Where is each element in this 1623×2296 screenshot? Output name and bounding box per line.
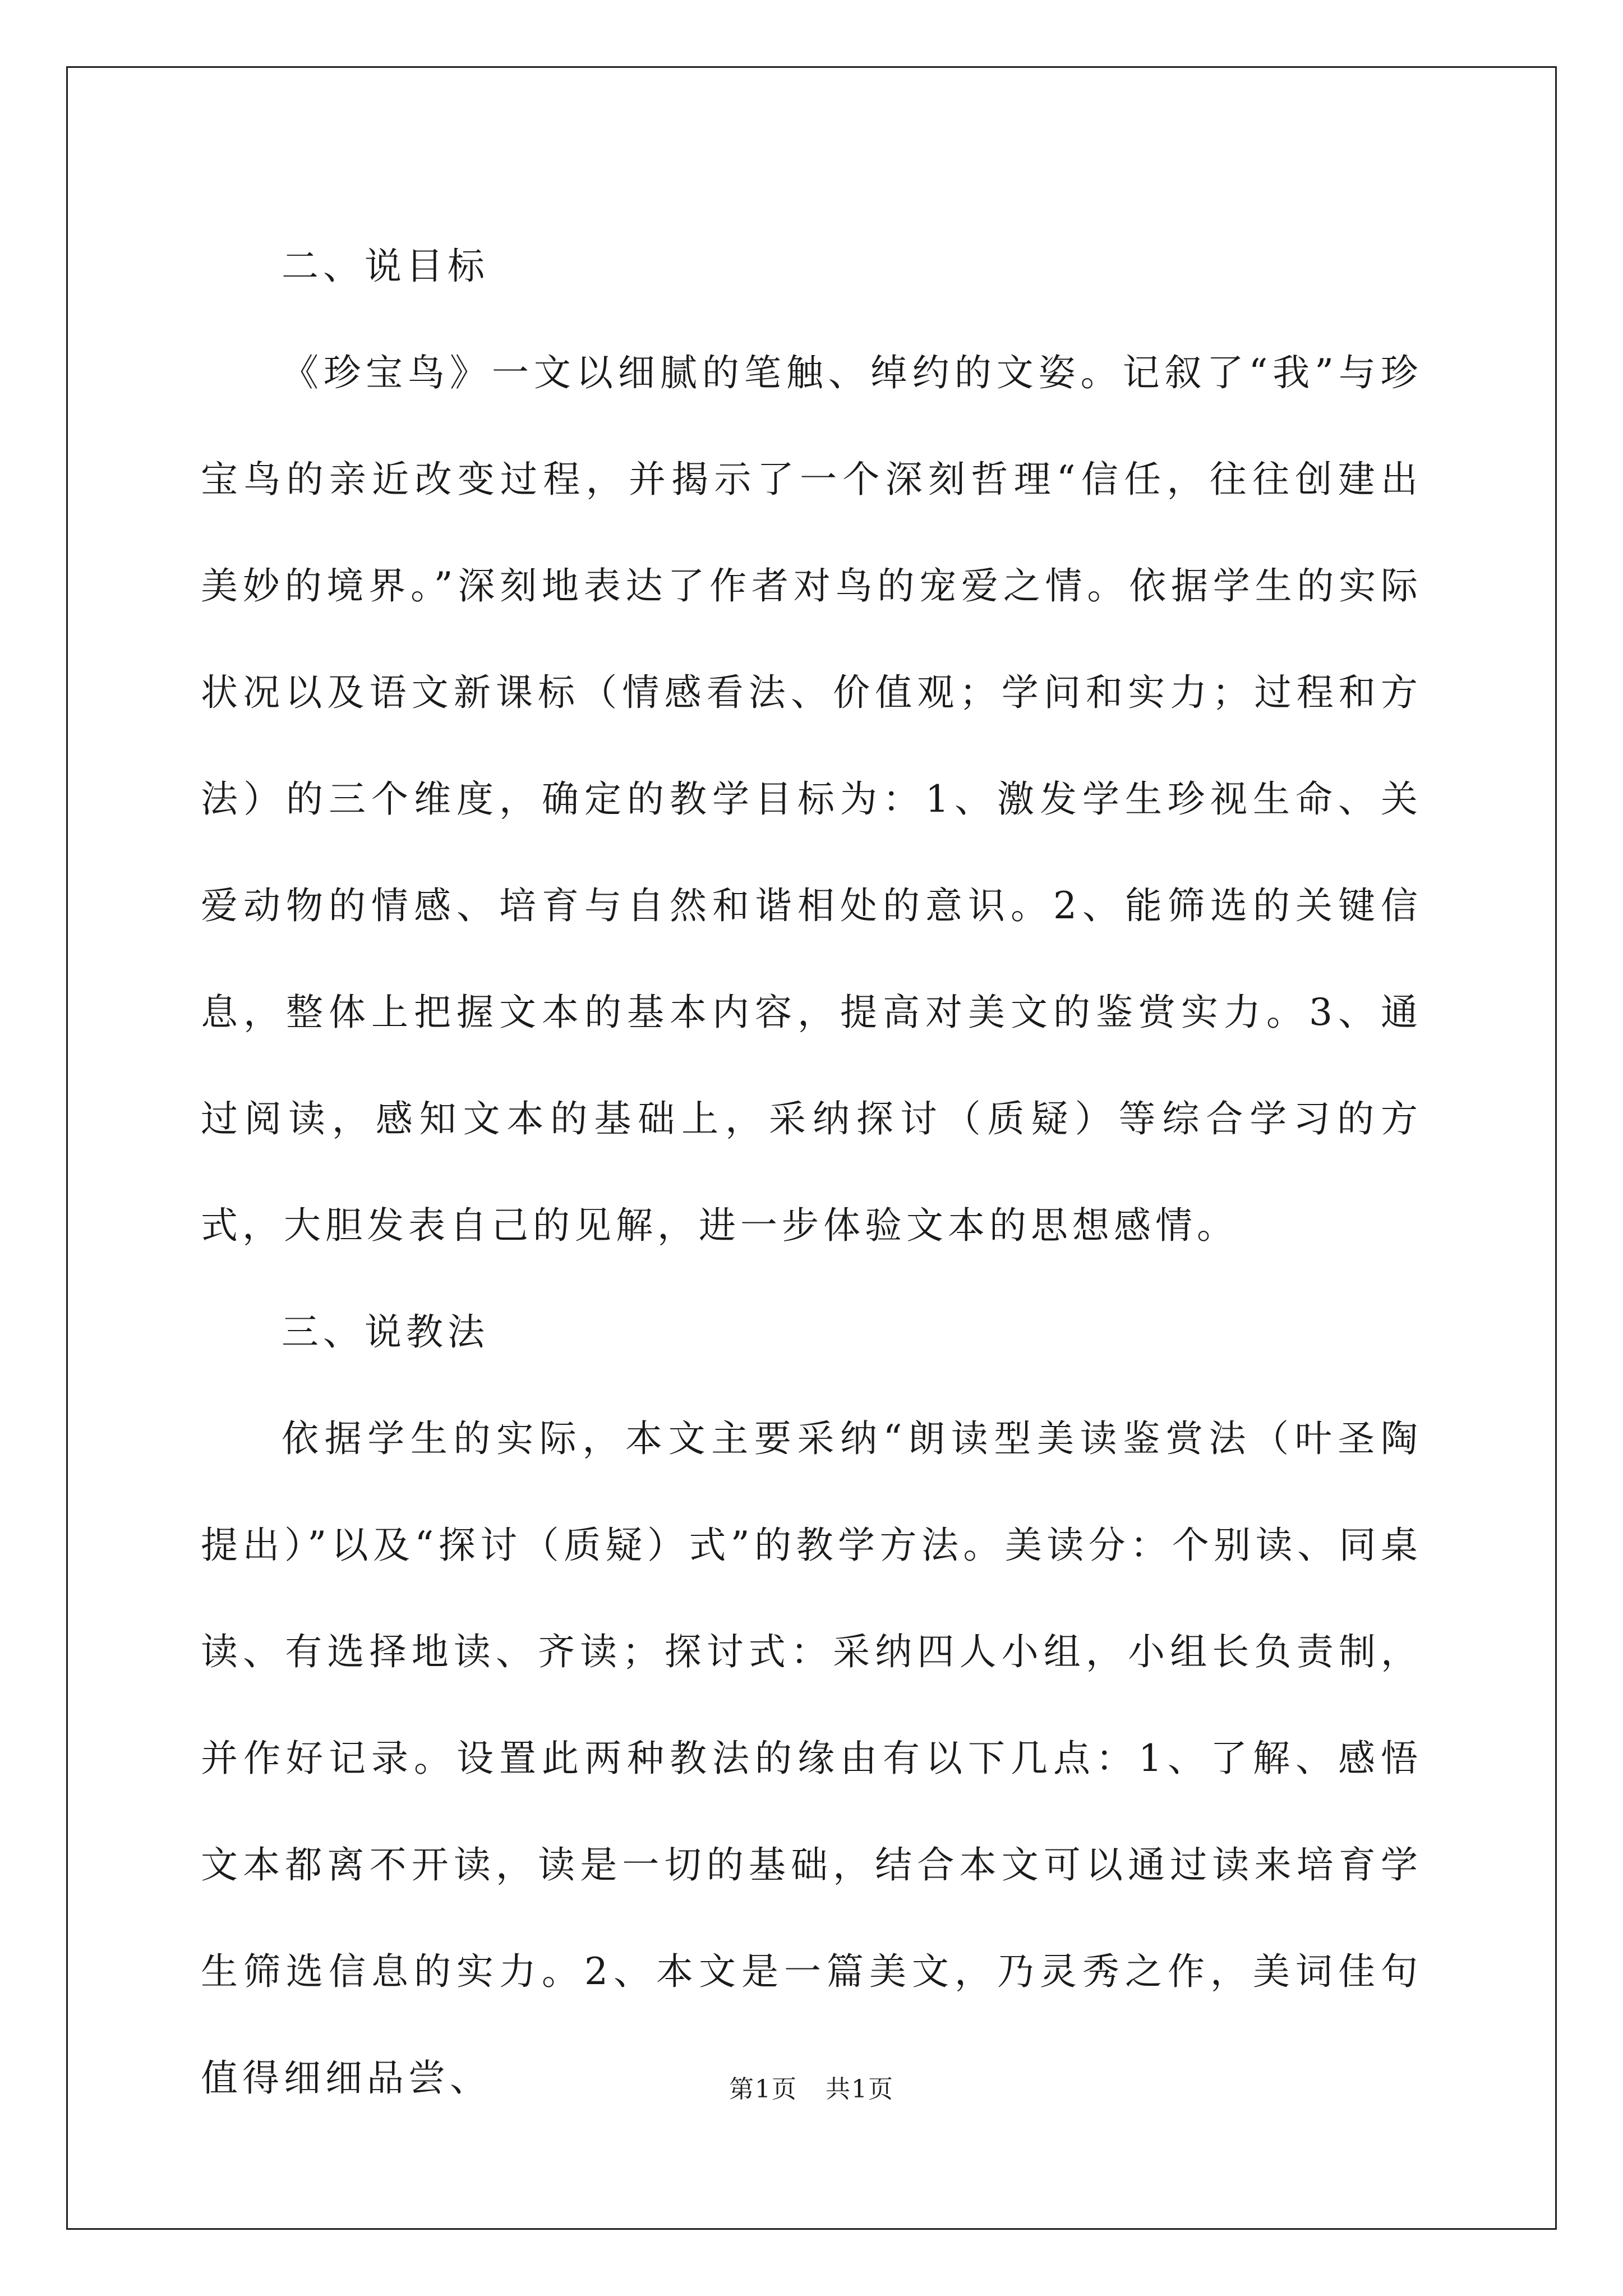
page-number-total: 共1页 — [826, 2075, 894, 2104]
heading-objectives: 二、说目标 — [282, 245, 489, 288]
heading-methods: 三、说教法 — [282, 1310, 489, 1354]
document-body — [201, 213, 1422, 2132]
paragraph-methods: 依据学生的实际，本文主要采纳“朗读型美读鉴赏法（叶圣陶提出）”以及“探讨（质疑）式”的教学方法。美读分：个别读、同桌读、有选择地读、齐读；探讨式：采纳四人小组，小组长负责制，并作好记录。设置此两种教法的缘由有以下几点：1、了解、感悟文本都离不开读，读是一切的基础，结合本文可以通过读来培育学生筛选信息的实力。2、本文是一篇美文，乃灵秀之作，美词佳句值得细细品尝、 — [201, 1417, 1422, 2100]
page-footer — [0, 2073, 1623, 2106]
page-number-current: 第1页 — [729, 2075, 797, 2104]
paragraph-objectives: 《珍宝鸟》一文以细腻的笔触、绰约的文姿。记叙了“我”与珍宝鸟的亲近改变过程，并揭示了一个深刻哲理“信任，往往创建出美妙的境界。”深刻地表达了作者对鸟的宠爱之情。依据学生的实际状况以及语文新课标（情感看法、价值观；学问和实力；过程和方法）的三个维度，确定的教学目标为：1、激发学生珍视生命、关爱动物的情感、培育与自然和谐相处的意识。2、能筛选的关键信息，整体上把握文本的基本内容，提高对美文的鉴赏实力。3、通过阅读，感知文本的基础上，采纳探讨（质疑）等综合学习的方式，大胆发表自己的见解，进一步体验文本的思想感情。 — [201, 351, 1422, 1247]
